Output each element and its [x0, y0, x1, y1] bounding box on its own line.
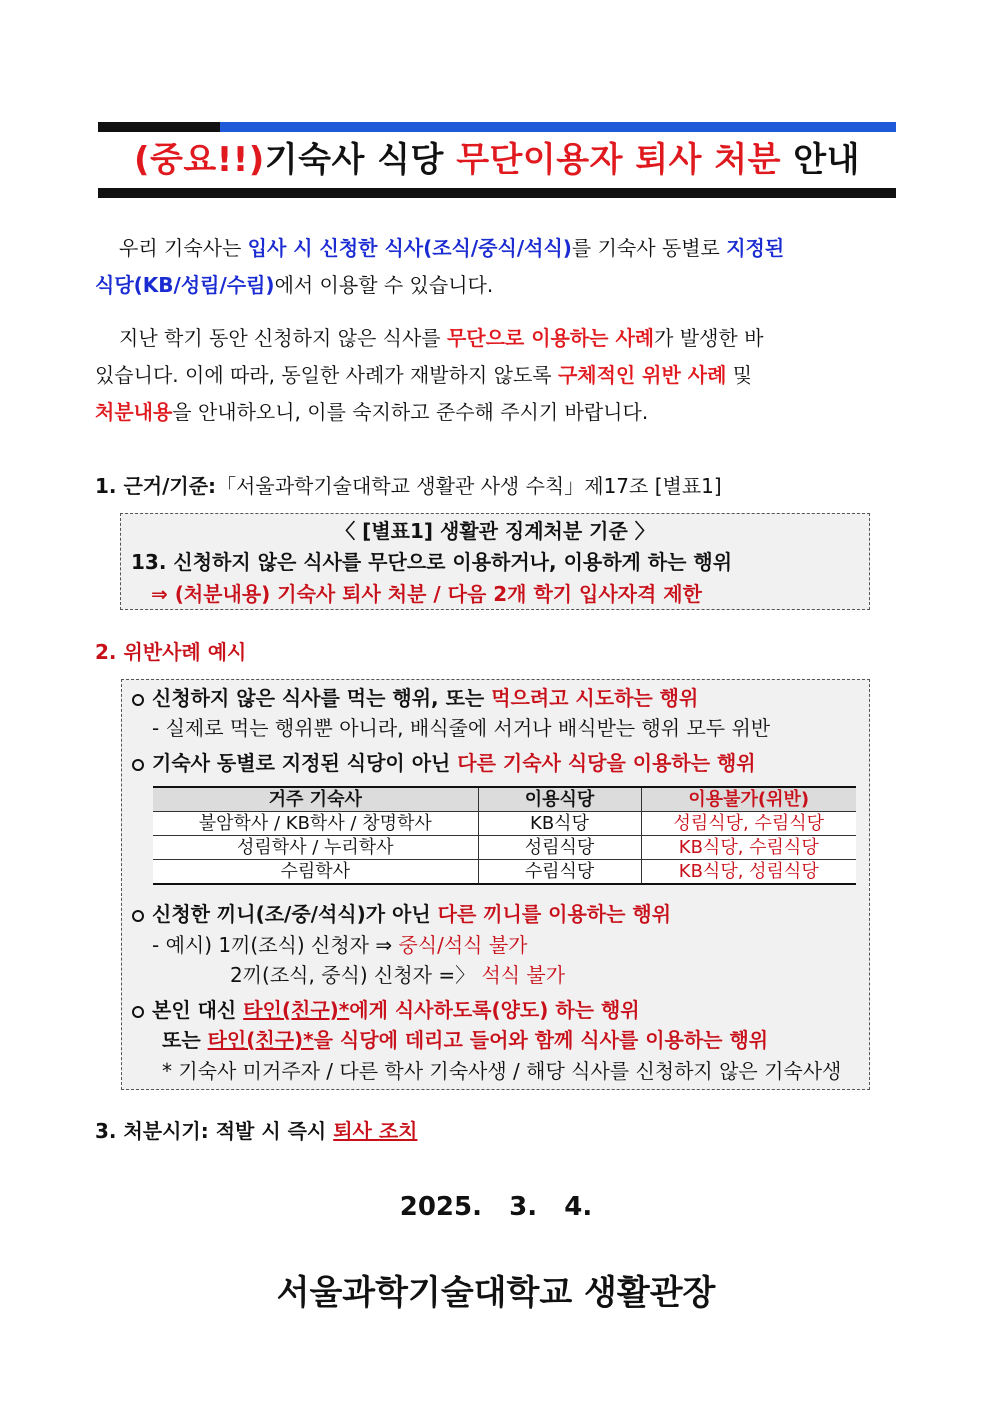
violation-highlight: 에게 식사하도록(양도) 하는 행위 [349, 998, 640, 1022]
violation-text: 신청하지 않은 식사를 먹는 행위, 또는 [152, 686, 492, 710]
notice-date: 2025. 3. 4. [399, 1192, 593, 1222]
issuer-name: 서울과학기술대학교 생활관장 [276, 1273, 716, 1313]
notice-title [98, 122, 896, 198]
violation-highlight: 다른 기숙사 식당을 이용하는 행위 [457, 751, 756, 775]
example-text: - 예시) 1끼(조식) 신청자 ⇒ [152, 933, 399, 957]
intro-paragraph-1 [95, 230, 897, 304]
circle-bullet-icon [132, 694, 144, 706]
intro-text: 지난 학기 동안 신청하지 않은 식사를 [119, 326, 447, 350]
violation-highlight-other: 타인(친구)* [207, 1028, 314, 1052]
violation-item-1 [132, 683, 698, 713]
table-header-cafeteria: 이용식당 [478, 787, 641, 812]
table-cell-prohibited: KB식당, 성림식당 [641, 860, 856, 885]
table-header-prohibited: 이용불가(위반) [641, 787, 856, 812]
violation-item-4-note: * 기숙사 미거주자 / 다른 학사 기숙사생 / 해당 식사를 신청하지 않은 기숙사생 [162, 1059, 842, 1083]
table-cell-dorm: 수림학사 [153, 860, 478, 885]
title-suffix: 안내 [780, 140, 860, 180]
intro-text: 을 안내하오니, 이를 숙지하고 준수해 주시기 바랍니다. [172, 400, 649, 424]
title-top-bar [98, 122, 896, 132]
cafeteria-table [153, 786, 856, 885]
intro-text: 및 [726, 363, 753, 387]
circle-bullet-icon [132, 910, 144, 922]
title-important: (중요!!) [134, 140, 265, 180]
violation-text: 본인 대신 [152, 998, 244, 1022]
table-cell-cafeteria: KB식당 [478, 812, 641, 836]
intro-highlight-cases: 구체적인 위반 사례 [557, 363, 727, 387]
table-header-row [153, 787, 856, 812]
rule-box-penalty: ⇒ (처분내용) 기숙사 퇴사 처분 / 다음 2개 학기 입사자격 제한 [151, 582, 702, 606]
example-highlight: 중식/석식 불가 [398, 933, 528, 957]
table-cell-cafeteria: 성림식당 [478, 836, 641, 860]
intro-text: 를 기숙사 동별로 [571, 236, 727, 260]
title-bar-black [98, 122, 220, 132]
violation-highlight: 을 식당에 데리고 들어와 함께 식사를 이용하는 행위 [313, 1028, 769, 1052]
violation-item-3-example-1 [152, 930, 527, 960]
example-text: 2끼(조식, 중식) 신청자 =〉 [230, 963, 476, 987]
table-row [153, 836, 856, 860]
section-3-heading [95, 1115, 417, 1144]
table-cell-dorm: 성림학사 / 누리학사 [153, 836, 478, 860]
table-cell-dorm: 불암학사 / KB학사 / 창명학사 [153, 812, 478, 836]
section-3-label: 3. 처분시기: 적발 시 즉시 [95, 1119, 334, 1143]
circle-bullet-icon [132, 1006, 144, 1018]
section-3-action: 퇴사 조치 [333, 1119, 418, 1143]
section-1-text: 「서울과학기술대학교 생활관 사생 수칙」제17조 [별표1] [216, 474, 722, 498]
table-row [153, 860, 856, 885]
intro-highlight-penalty: 처분내용 [95, 400, 173, 424]
violation-highlight-other: 타인(친구)* [243, 998, 350, 1022]
rule-box-title: 〈 [별표1] 생활관 징계처분 기준 〉 [335, 519, 655, 543]
table-row [153, 812, 856, 836]
violation-text: 신청한 끼니(조/중/석식)가 아닌 [152, 902, 438, 926]
intro-paragraph-2 [95, 320, 897, 431]
title-bottom-bar [98, 188, 896, 198]
title-bar-blue [220, 122, 896, 132]
intro-text: 우리 기숙사는 [119, 236, 248, 260]
violation-item-2 [132, 748, 756, 778]
intro-highlight-designated: 지정된 [726, 236, 785, 260]
intro-highlight-unauthorized: 무단으로 이용하는 사례 [446, 326, 655, 350]
page-title [98, 132, 896, 188]
example-highlight: 석식 불가 [481, 963, 566, 987]
section-1-heading [95, 470, 722, 499]
table-cell-cafeteria: 수림식당 [478, 860, 641, 885]
violation-item-3-example-2 [230, 960, 565, 990]
intro-text: 에서 이용할 수 있습니다. [274, 273, 494, 297]
circle-bullet-icon [132, 759, 144, 771]
section-1-label: 1. 근거/기준: [95, 474, 217, 498]
violation-text: 또는 [162, 1028, 208, 1052]
title-highlight: 무단이용자 퇴사 처분 [456, 140, 781, 180]
violation-item-4 [132, 995, 640, 1025]
intro-highlight-meal: 입사 시 신청한 식사(조식/중식/석식) [247, 236, 572, 260]
violation-text: 기숙사 동별로 지정된 식당이 아닌 [152, 751, 458, 775]
intro-highlight-cafeteria: 식당(KB/성림/수림) [95, 273, 275, 297]
section-2-heading: 2. 위반사례 예시 [95, 640, 247, 664]
table-header-dorm: 거주 기숙사 [153, 787, 478, 812]
violation-item-1-sub: - 실제로 먹는 행위뿐 아니라, 배식줄에 서거나 배식받는 행위 모두 위반 [152, 716, 771, 740]
title-subject: 기숙사 식당 [264, 140, 457, 180]
intro-text: 있습니다. 이에 따라, 동일한 사례가 재발하지 않도록 [95, 363, 558, 387]
violation-highlight: 먹으려고 시도하는 행위 [491, 686, 699, 710]
intro-text: 가 발생한 바 [654, 326, 764, 350]
violation-item-4-line-2 [162, 1025, 768, 1055]
rule-box-rule: 13. 신청하지 않은 식사를 무단으로 이용하거나, 이용하게 하는 행위 [131, 550, 733, 574]
table-cell-prohibited: KB식당, 수림식당 [641, 836, 856, 860]
violation-item-3 [132, 899, 671, 929]
violation-highlight: 다른 끼니를 이용하는 행위 [437, 902, 672, 926]
rule-box [120, 513, 870, 610]
table-cell-prohibited: 성림식당, 수림식당 [641, 812, 856, 836]
